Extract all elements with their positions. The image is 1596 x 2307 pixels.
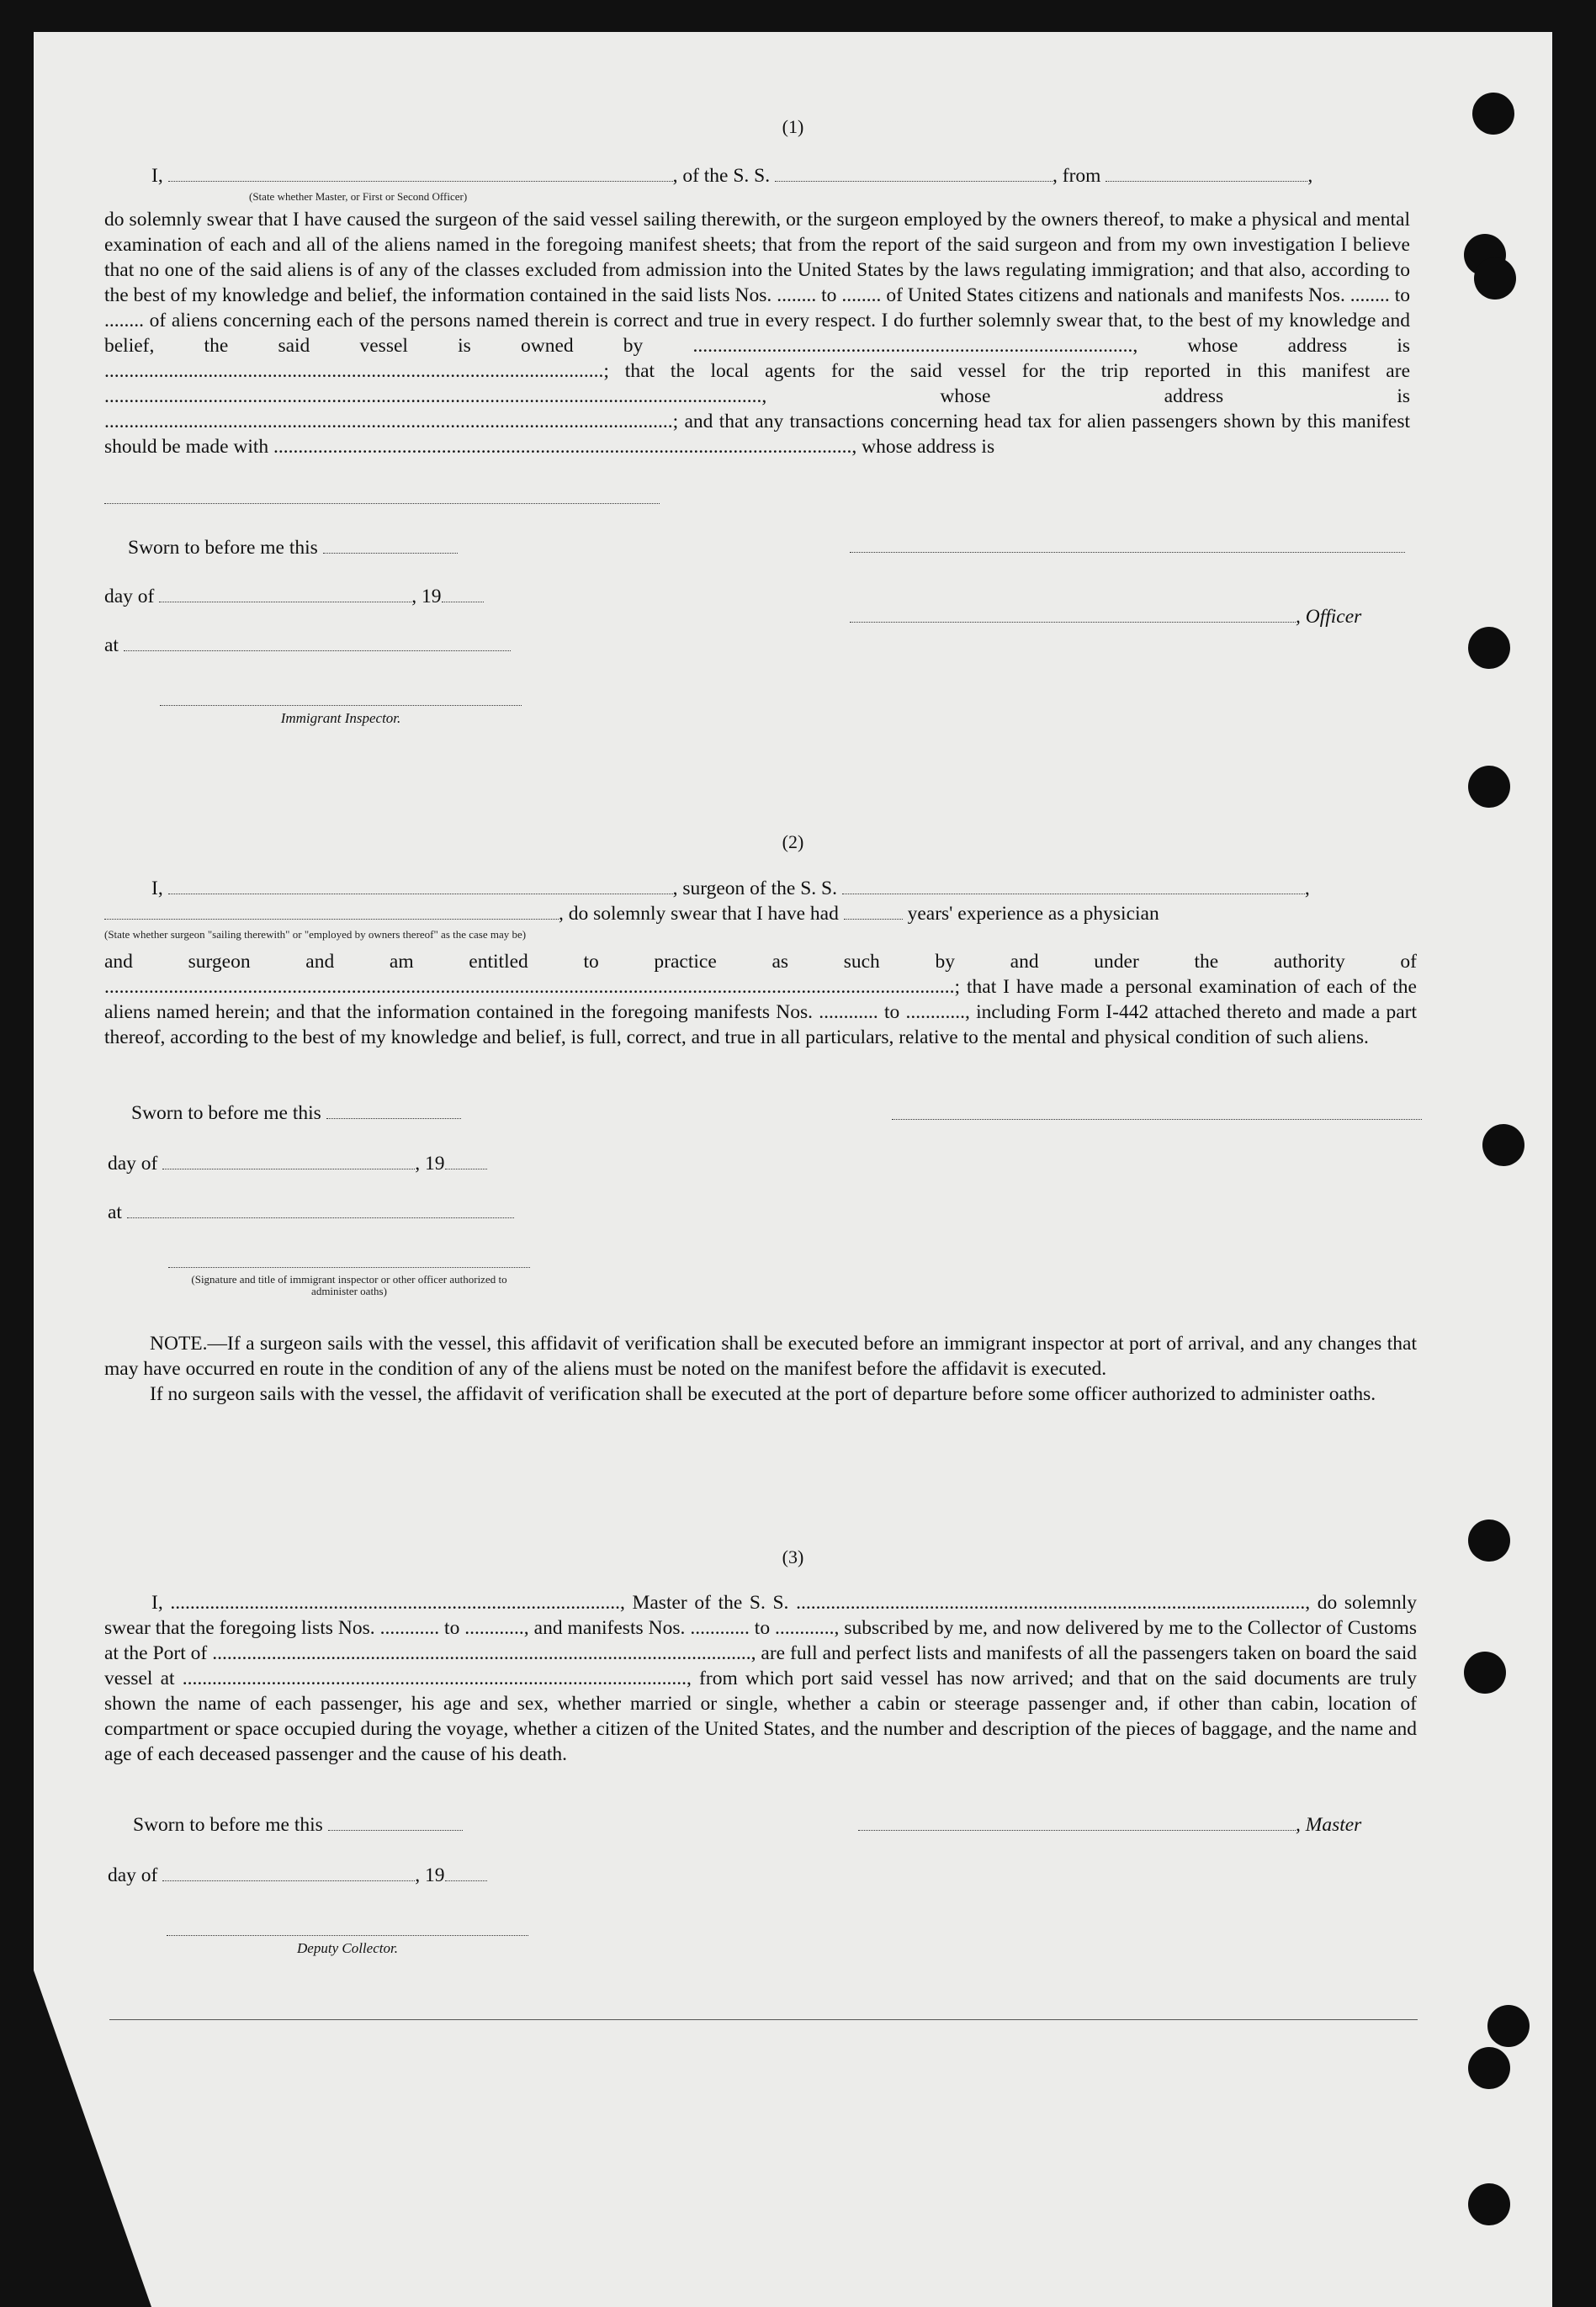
s2-swear-line [104, 903, 1159, 925]
s1-year-label: , 19 [411, 586, 442, 607]
document-page [34, 32, 1552, 2307]
punch-hole [1468, 2183, 1510, 2225]
torn-corner [34, 1970, 151, 2307]
bleed-through-text [572, 503, 587, 577]
s1-dayof-label: day of [104, 586, 155, 607]
s2-body [104, 949, 1417, 1050]
note-p1: NOTE.—If a surgeon sails with the vessel, this affidavit of verification shall be executed before an immigrant inspector at port of arrival, and any changes that may have occurred en route in the condition of any of the aliens must be noted on the manifest before the affidavit is executed. [104, 1333, 1417, 1380]
punch-hole [1487, 2005, 1530, 2047]
s1-inspector-line[interactable] [160, 705, 522, 706]
s1-body [104, 207, 1410, 459]
s2-at [108, 1201, 514, 1224]
s1-at-field[interactable] [124, 635, 511, 651]
s2-sworn [131, 1102, 461, 1125]
s2-intro-line: I, , surgeon of the S. S. , [151, 878, 1310, 899]
s1-sworn-label: Sworn to before me this [128, 537, 318, 559]
s2-sig-caption: (Signature and title of immigrant inspector or other officer authorized to administer oaths) [191, 1273, 507, 1297]
s2-swear-blank[interactable] [104, 904, 559, 920]
s1-dayof [104, 586, 484, 608]
s1-vessel-field[interactable] [775, 166, 1053, 182]
s3-body-text: I, ..........................................................................................., Master of the S. S. ......................................................................................................., do solemnly swear that the foregoing lists Nos. ............ to ............, and manifests Nos. ............ to ............, subscribed by me, and now delivered by me to the Collector of Customs at the Port of ............................................................................................................., are full and perfect lists and manifests of all the passengers taken on board the said vessel at ......................................................................................................, from which port said vessel has now arrived; and that on the said documents are truly shown the name of each passenger, his age and sex, whether married or single, whether a cabin or steerage passenger and, if other than cabin, location of compartment or space occupied during the voyage, whether a citizen of the United States, and the number and description of the pieces of baggage, and the name and age of each deceased passenger and the cause of his death. [104, 1592, 1417, 1765]
s3-master-sig-field[interactable] [858, 1815, 1296, 1831]
s2-body-text: and surgeon and am entitled to practice as such by and under the authority of ............................................................................................................................................................................; that I have made a personal examination of each of the aliens named herein; and that the information contained in the foregoing manifests Nos. ............ to ............, including Form I-442 attached thereto and made a part thereof, according to the best of my knowledge and belief, is full, correct, and true in all particulars, relative to the mental and physical condition of such aliens. [104, 951, 1417, 1048]
s2-inspector-line[interactable] [168, 1267, 530, 1268]
s2-surgeon-name-field[interactable] [168, 878, 673, 894]
s1-sworn [128, 537, 458, 560]
s3-master-sig [858, 1814, 1361, 1837]
note-block [104, 1331, 1417, 1407]
section-1-number: (1) [782, 116, 804, 137]
s1-state-caption: (State whether Master, or First or Second Officer) [249, 190, 468, 203]
s1-officer-sig-field[interactable] [850, 607, 1296, 623]
punch-hole [1468, 766, 1510, 808]
section-3-number: (3) [782, 1546, 804, 1567]
s1-officer-name-field[interactable] [168, 166, 673, 182]
s3-year-label: , 19 [415, 1864, 445, 1886]
s1-sworn-day-field[interactable] [323, 538, 458, 554]
s1-from-field[interactable] [1106, 166, 1307, 182]
s1-body-text: do solemnly swear that I have caused the surgeon of the said vessel sailing therewith, or the surgeon employed by the owners thereof, to make a physical and mental examination of each and all of the aliens named in the foregoing manifest sheets; that from the report of the said surgeon and from my own investigation I believe that no one of the said aliens is of any of the classes excluded from admission into the United States by the laws regulating immigration; and that also, according to the best of my knowledge and belief, the information contained in the said lists Nos. ........ to ........ of United States citizens and nationals and manifests Nos. ........ to ........ of aliens concerning each of the persons named therein is correct and true in every respect. I do further solemnly swear that, to the best of my knowledge and belief, the said vessel is owned by ........................................................................................., whose address is .....................................................................................................; that the local agents for the said vessel for the trip reported in this manifest are ....................................................................................................................................., whose address is ...................................................................................................................; and that any transactions concerning head tax for alien passengers shown by this manifest should be made with ....................................................................................................................., whose address is [104, 209, 1410, 458]
s1-from: , from [1053, 165, 1101, 187]
s1-intro-line: I, , of the S. S. , from , [151, 165, 1313, 187]
s3-dayof-label: day of [108, 1864, 158, 1886]
s3-master-label: , Master [1296, 1814, 1362, 1836]
punch-hole [1482, 1124, 1524, 1166]
s1-year-field[interactable] [442, 586, 484, 602]
s3-year-field[interactable] [445, 1865, 487, 1881]
s2-dayof-label: day of [108, 1153, 158, 1175]
s1-month-field[interactable] [159, 586, 411, 602]
s2-at-label: at [108, 1201, 122, 1223]
s3-month-field[interactable] [162, 1865, 415, 1881]
section-2-number: (2) [782, 831, 804, 852]
s3-sworn-day-field[interactable] [328, 1815, 463, 1831]
s3-deputy-line[interactable] [167, 1935, 528, 1936]
s2-sworn-label: Sworn to before me this [131, 1102, 321, 1124]
s2-sworn-day-field[interactable] [326, 1103, 461, 1119]
punch-hole [1474, 257, 1516, 300]
s2-years-label: years' experience as a physician [907, 903, 1159, 925]
s1-at [104, 634, 511, 657]
s2-surgeon-sig-line[interactable] [892, 1119, 1422, 1120]
s3-body [104, 1590, 1417, 1767]
s1-officer-sig-line-top[interactable] [850, 552, 1405, 553]
s1-of-ss: , of the S. S. [672, 165, 771, 187]
note-p2: If no surgeon sails with the vessel, the affidavit of verification shall be executed at the port of departure before some officer authorized to administer oaths. [150, 1383, 1376, 1405]
s2-at-field[interactable] [127, 1202, 514, 1218]
punch-hole [1464, 1652, 1506, 1694]
s2-do-swear: , do solemnly swear that I have had [559, 903, 839, 925]
s1-officer-sig [850, 606, 1361, 628]
s2-dayof [108, 1153, 487, 1175]
s2-year-field[interactable] [445, 1154, 487, 1169]
s3-dayof [108, 1864, 487, 1887]
s2-surgeon-of: , surgeon of the S. S. [672, 878, 837, 899]
s2-state-caption: (State whether surgeon "sailing therewith" or "employed by owners thereof" as the case may be) [104, 928, 527, 941]
s1-inspector-caption: Immigrant Inspector. [280, 710, 401, 726]
s1-address-line[interactable] [104, 503, 660, 504]
s2-month-field[interactable] [162, 1154, 415, 1169]
punch-hole [1468, 627, 1510, 669]
s2-intro-i: I, [151, 878, 163, 899]
bottom-rule [109, 2019, 1418, 2020]
s2-years-field[interactable] [844, 904, 903, 920]
s3-sworn [133, 1814, 463, 1837]
s3-deputy-caption: Deputy Collector. [297, 1940, 398, 1956]
s2-vessel-field[interactable] [842, 878, 1305, 894]
s1-officer-label: , Officer [1296, 606, 1362, 628]
s1-intro-i: I, [151, 165, 163, 187]
s3-sworn-label: Sworn to before me this [133, 1814, 323, 1836]
punch-hole [1468, 2047, 1510, 2089]
s2-year-label: , 19 [415, 1153, 445, 1175]
s1-at-label: at [104, 634, 119, 656]
